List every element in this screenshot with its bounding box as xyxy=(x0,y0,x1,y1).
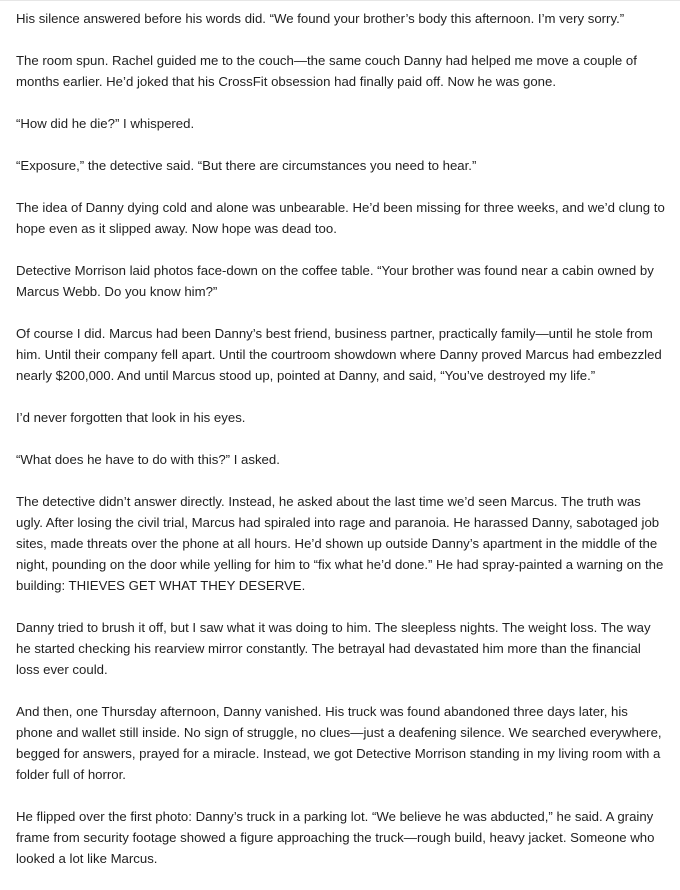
story-text xyxy=(16,0,666,890)
paragraph: His silence answered before his words did. “We found your brother’s body this afternoon. I’m very sorry.” xyxy=(16,11,625,26)
paragraph: “What does he have to do with this?” I asked. xyxy=(16,452,280,467)
paragraph: And then, one Thursday afternoon, Danny vanished. His truck was found abandoned three days later, his phone and wallet still inside. No sign of struggle, no clues—just a deafening silence. We searched everywhere, begged for answers, prayed for a miracle. Instead, we got Detective Morrison standing in my living room with a folder full of horror. xyxy=(16,704,662,782)
paragraph: Of course I did. Marcus had been Danny’s best friend, business partner, practically family—until he stole from him. Until their company fell apart. Until the courtroom showdown where Danny proved Marcus had embezzled nearly $200,000. And until Marcus stood up, pointed at Danny, and said, “You’ve destroyed my life.” xyxy=(16,326,662,383)
paragraph: The room spun. Rachel guided me to the couch—the same couch Danny had helped me move a couple of months earlier. He’d joked that his CrossFit obsession had finally paid off. Now he was gone. xyxy=(16,53,637,89)
paragraph: “How did he die?” I whispered. xyxy=(16,116,195,131)
paragraph: The idea of Danny dying cold and alone was unbearable. He’d been missing for three weeks, and we’d clung to hope even as it slipped away. Now hope was dead too. xyxy=(16,200,665,236)
paragraph: Detective Morrison laid photos face-down on the coffee table. “Your brother was found near a cabin owned by Marcus Webb. Do you know him?” xyxy=(16,263,654,299)
paragraph: “Exposure,” the detective said. “But there are circumstances you need to hear.” xyxy=(16,158,477,173)
paragraph: Danny tried to brush it off, but I saw what it was doing to him. The sleepless nights. The weight loss. The way he started checking his rearview mirror constantly. The betrayal had devastated him more than the financial loss ever could. xyxy=(16,620,651,677)
paragraph: The detective didn’t answer directly. Instead, he asked about the last time we’d seen Marcus. The truth was ugly. After losing the civil trial, Marcus had spiraled into rage and paranoia. He harassed Danny, sabotaged job sites, made threats over the phone at all hours. He’d shown up outside Danny’s apartment in the middle of the night, pounding on the door while yelling for him to “fix what he’d done.” He had spray-painted a warning on the building: THIEVES GET WHAT THEY DESERVE. xyxy=(16,494,664,593)
paragraph: He flipped over the first photo: Danny’s truck in a parking lot. “We believe he was abducted,” he said. A grainy frame from security footage showed a figure approaching the truck—rough build, heavy jacket. Someone who looked a lot like Marcus. xyxy=(16,809,655,866)
paragraph: I’d never forgotten that look in his eyes. xyxy=(16,410,246,425)
